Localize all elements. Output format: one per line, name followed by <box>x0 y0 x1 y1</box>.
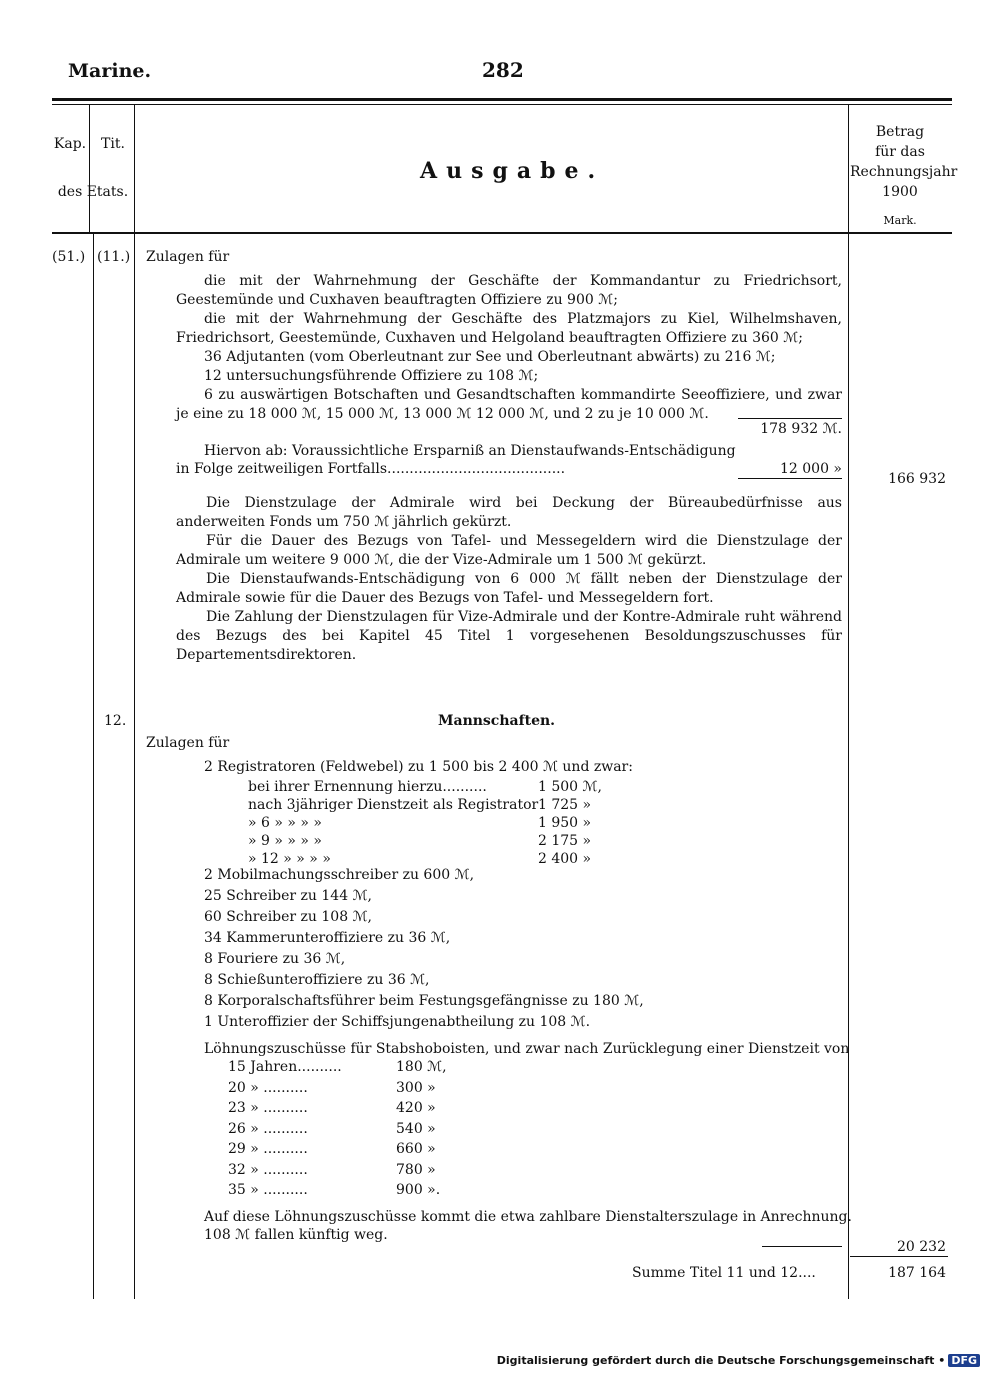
list-item: 8 Korporalschaftsführer beim Festungsgefängnisse zu 180 ℳ, <box>204 993 644 1009</box>
subsection-heading: Mannschaften. <box>438 713 556 729</box>
deduction-line: in Folge zeitweiligen Fortfalls........................................ <box>176 461 566 477</box>
paragraph: 6 zu auswärtigen Botschaften und Gesandtschaften kommandirte Seeoffiziere, und zwar je eine zu 18 000 ℳ, 15 000 ℳ, 13 000 ℳ 12 000 ℳ, und 2 zu je 10 000 ℳ. <box>176 387 842 422</box>
column-divider <box>89 104 90 234</box>
loehnung-row-label: 35 » .......... <box>228 1182 308 1198</box>
intro: Zulagen für <box>146 249 230 265</box>
kap-number: (51.) <box>52 249 86 265</box>
registrator-row-label: » 12 » » » » <box>248 851 331 867</box>
paragraph: 12 untersuchungsführende Offiziere zu 108 ℳ; <box>204 368 539 384</box>
column-divider <box>848 104 849 1299</box>
list-item: 25 Schreiber zu 144 ℳ, <box>204 888 372 904</box>
list-item: 2 Mobilmachungsschreiber zu 600 ℳ, <box>204 867 475 883</box>
paragraph: die mit der Wahrnehmung der Geschäfte der Kommandantur zu Friedrichsort, Geestemünde und Cuxhaven beauftragten Offiziere zu 900 ℳ; <box>176 273 842 308</box>
col-kap: Kap. <box>53 136 87 152</box>
sum-rule <box>738 478 842 479</box>
rule <box>52 98 952 101</box>
col-tit: Tit. <box>101 136 125 152</box>
loehnung-row-label: 29 » .......... <box>228 1141 308 1157</box>
list-item: 60 Schreiber zu 108 ℳ, <box>204 909 372 925</box>
loehnung-row-amount: 180 ℳ, <box>396 1059 447 1075</box>
registrator-line: 2 Registratoren (Feldwebel) zu 1 500 bis 2 400 ℳ und zwar: <box>204 759 633 775</box>
list-item: 8 Schießunteroffiziere zu 36 ℳ, <box>204 972 430 988</box>
loehnung-row-label: 32 » .......... <box>228 1161 308 1178</box>
section-title: Ausgabe. <box>420 158 605 184</box>
loehnung-row-label: 15 Jahren.......... <box>228 1059 342 1075</box>
digitization-footer: Digitalisierung gefördert durch die Deutsche Forschungsgemeinschaft • DFG <box>497 1354 980 1367</box>
intro: Zulagen für <box>146 735 230 751</box>
sum-rule <box>738 418 842 419</box>
rule <box>52 232 952 234</box>
paragraph: die mit der Wahrnehmung der Geschäfte des Platzmajors zu Kiel, Wilhelmshaven, Friedrichsort, Geestemünde, Cuxhaven und Helgoland beauftragten Offiziere zu 360 ℳ; <box>176 311 842 346</box>
running-head: Marine. <box>68 60 152 82</box>
paragraph: 36 Adjutanten (vom Oberleutnant zur See und Oberleutnant abwärts) zu 216 ℳ; <box>204 349 776 365</box>
loehnung-line: Löhnungszuschüsse für Stabshoboisten, und zwar nach Zurücklegung einer Dienstzeit von <box>204 1041 850 1057</box>
col-des-etats: des Etats. <box>57 184 129 200</box>
amount-cell: 20 232 <box>897 1239 946 1255</box>
registrator-row-amount: 1 500 ℳ, <box>538 779 602 795</box>
registrator-row-amount: 1 950 » <box>538 815 592 831</box>
list-item: 8 Fouriere zu 36 ℳ, <box>204 951 346 967</box>
subtotal: 178 932 ℳ. <box>760 421 842 437</box>
registrator-row-amount: 2 400 » <box>538 851 592 867</box>
rule <box>52 104 952 105</box>
loehnung-row-amount: 300 » <box>396 1079 436 1096</box>
note: Die Dienstzulage der Admirale wird bei Deckung der Büreaubedürfnisse aus anderweiten Fonds um 750 ℳ jährlich gekürzt. <box>176 495 842 530</box>
deduction-amount: 12 000 » <box>779 461 842 477</box>
dfg-logo: DFG <box>948 1354 980 1367</box>
note-line: 108 ℳ fallen künftig weg. <box>204 1227 388 1243</box>
column-divider <box>134 104 135 1299</box>
deduction-line: Hiervon ab: Voraussichtliche Ersparniß an Dienstaufwands-Entschädigung <box>204 443 736 459</box>
col-betrag: Betrag <box>875 124 925 140</box>
loehnung-row-amount: 780 » <box>396 1161 436 1178</box>
registrator-row-amount: 1 725 » <box>538 797 592 813</box>
loehnung-row-label: 26 » .......... <box>228 1120 308 1137</box>
page-number: 282 <box>482 58 524 82</box>
loehnung-row-amount: 900 ». <box>396 1182 441 1198</box>
registrator-row-label: » 9 » » » » <box>248 833 322 849</box>
paragraph-block <box>176 272 842 424</box>
notes-block <box>176 494 842 665</box>
tit-number: (11.) <box>97 249 131 265</box>
sum-rule <box>850 1256 948 1257</box>
note: Die Zahlung der Dienstzulagen für Vize-Admirale und der Kontre-Admirale ruht während des Bezugs des bei Kapitel 45 Titel 1 vorgesehenen Besoldungszuschusses für Departementsdirektoren. <box>176 609 842 663</box>
note: Die Dienstaufwands-Entschädigung von 6 000 ℳ fällt neben der Dienstzulage der Admirale sowie für die Dauer des Bezugs von Tafel- und Messegeldern fort. <box>176 571 842 606</box>
column-divider <box>93 234 94 1299</box>
dot-leader: ........................................ <box>387 461 566 477</box>
loehnung-row-label: 20 » .......... <box>228 1079 308 1096</box>
col-betrag: für das <box>875 144 925 160</box>
list-item: 1 Unteroffizier der Schiffsjungenabtheilung zu 108 ℳ. <box>204 1014 591 1030</box>
col-betrag: Rechnungsjahr <box>850 164 958 180</box>
registrator-row-label: nach 3jähriger Dienstzeit als Registrator <box>248 797 539 813</box>
tit-number: 12. <box>104 713 127 729</box>
sum-rule <box>762 1246 842 1247</box>
sum-amount: 187 164 <box>888 1265 946 1281</box>
loehnung-row-label: 23 » .......... <box>228 1100 308 1116</box>
list-item: 34 Kammerunteroffiziere zu 36 ℳ, <box>204 930 451 946</box>
col-unit: Mark. <box>883 214 917 227</box>
registrator-row-amount: 2 175 » <box>538 833 592 849</box>
registrator-row-label: bei ihrer Ernennung hierzu.......... <box>248 779 487 795</box>
registrator-row-label: » 6 » » » » <box>248 815 322 831</box>
note-line: Auf diese Löhnungszuschüsse kommt die etwa zahlbare Dienstalterszulage in Anrechnung. <box>204 1209 852 1225</box>
amount-cell: 166 932 <box>888 471 946 487</box>
note: Für die Dauer des Bezugs von Tafel- und Messegeldern wird die Dienstzulage der Admirale um weitere 9 000 ℳ, die der Vize-Admirale um 1 500 ℳ gekürzt. <box>176 533 842 568</box>
loehnung-row-amount: 660 » <box>396 1141 436 1157</box>
loehnung-row-amount: 540 » <box>396 1120 436 1137</box>
loehnung-row-amount: 420 » <box>396 1100 436 1116</box>
sum-label: Summe Titel 11 und 12.... <box>632 1265 816 1281</box>
col-year: 1900 <box>882 184 918 200</box>
